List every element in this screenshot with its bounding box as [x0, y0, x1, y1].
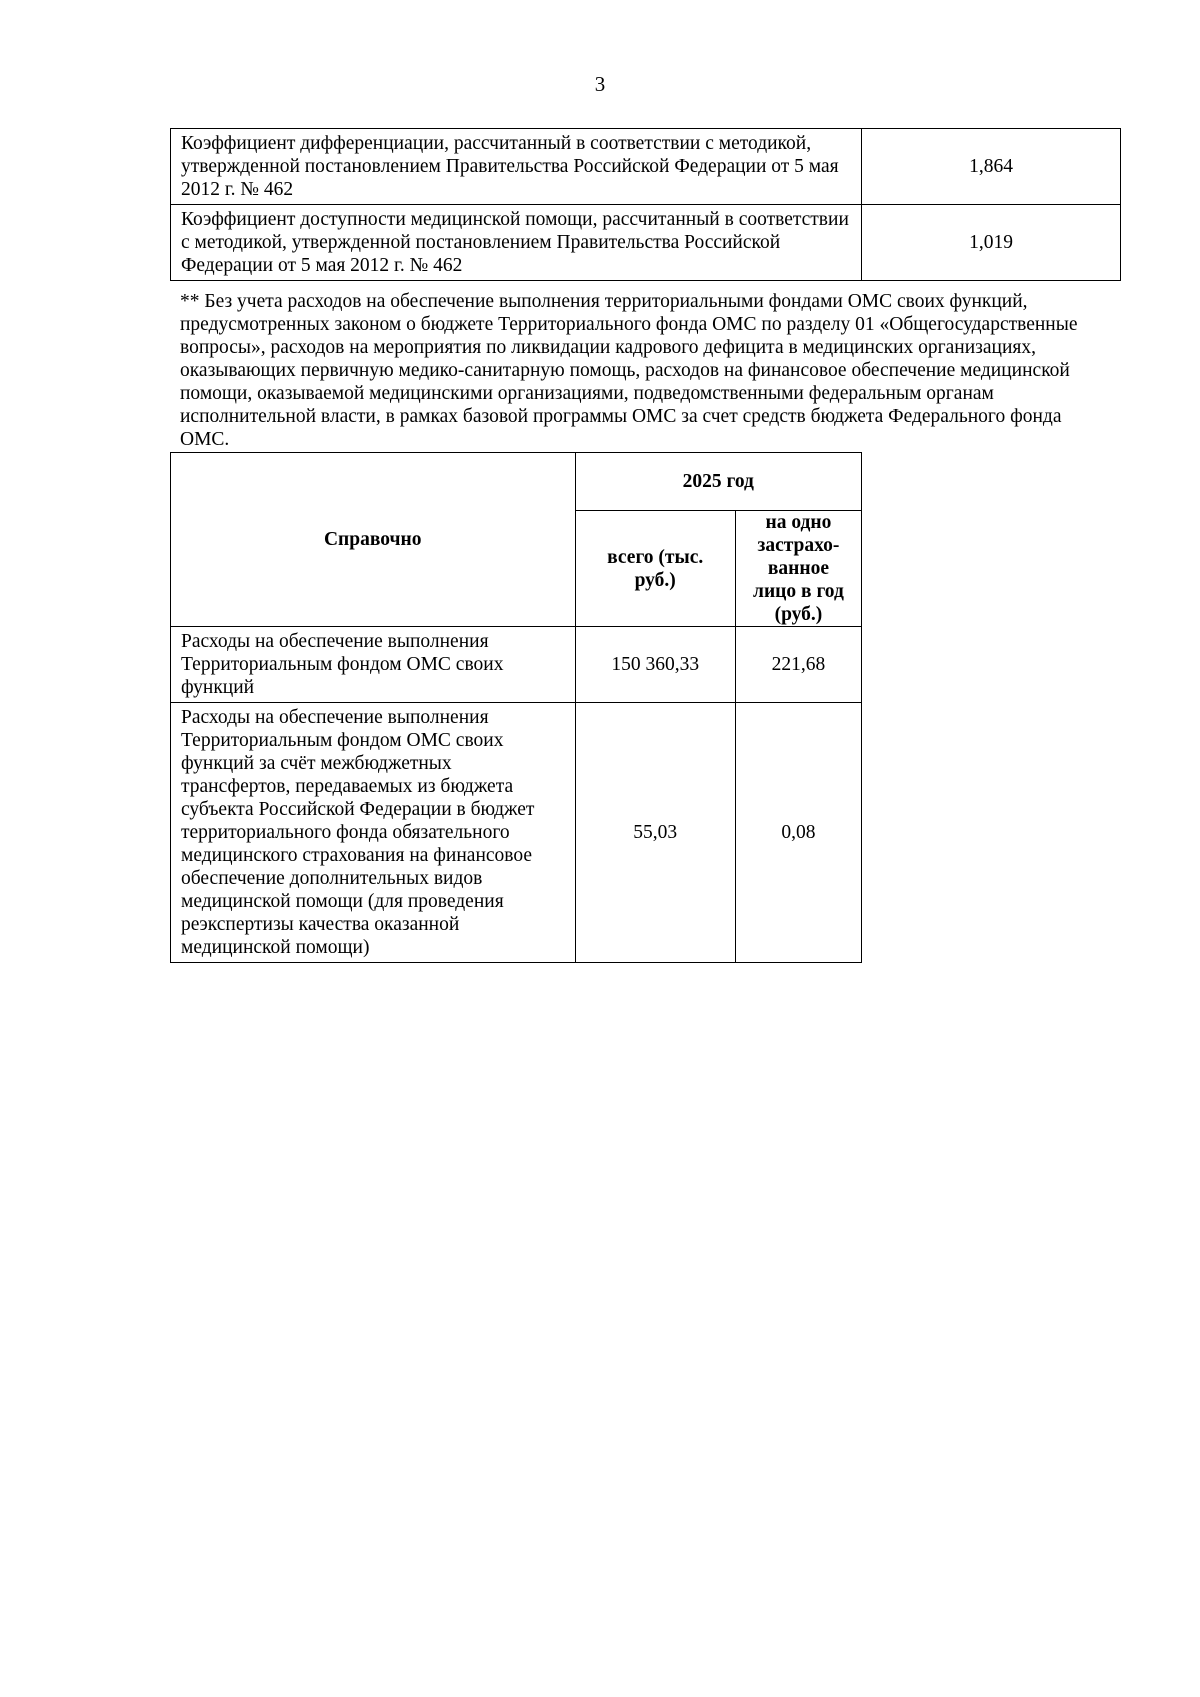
- table-row: [171, 205, 1121, 281]
- footnote: ** Без учета расходов на обеспечение выполнения территориальными фондами ОМС своих функций, предусмотренных законом о бюджете Территориального фонда ОМС по разделу 01 «Общегосударственные вопросы», расходов на мероприятия по ликвидации кадрового дефицита в медицинских организациях, оказывающих первичную медико-санитарную помощь, расходов на финансовое обеспечение медицинской помощи, оказываемой медицинскими организациями, подведомственными федеральным органам исполнительной власти, в рамках базовой программы ОМС за счет средств бюджета Федерального фонда ОМС.: [180, 291, 1078, 450]
- coefficient-value: 1,864: [862, 129, 1121, 205]
- table-row: [171, 703, 862, 963]
- expense-label: Расходы на обеспечение выполнения Территориальным фондом ОМС своих функций за счёт межбюджетных трансфертов, передаваемых из бюджета субъекта Российской Федерации в бюджет территориального фонда обязательного медицинского страхования на финансовое обеспечение дополнительных видов медицинской помощи (для проведения реэкспертизы качества оказанной медицинской помощи): [171, 703, 576, 963]
- table-row: [171, 129, 1121, 205]
- per-person-column-header: на одно застрахо-ванное лицо в год (руб.): [735, 511, 861, 627]
- expense-label: Расходы на обеспечение выполнения Территориальным фондом ОМС своих функций: [171, 627, 576, 703]
- table-row: [171, 627, 862, 703]
- total-column-header: всего (тыс. руб.): [575, 511, 735, 627]
- expense-total: 150 360,33: [575, 627, 735, 703]
- coefficient-value: 1,019: [862, 205, 1121, 281]
- reference-table: [170, 452, 862, 963]
- coefficient-label: Коэффициент дифференциации, рассчитанный в соответствии с методикой, утвержденной постановлением Правительства Российской Федерации от 5 мая 2012 г. № 462: [171, 129, 862, 205]
- expense-per-person: 221,68: [735, 627, 861, 703]
- coefficient-label: Коэффициент доступности медицинской помощи, рассчитанный в соответствии с методикой, утвержденной постановлением Правительства Российской Федерации от 5 мая 2012 г. № 462: [171, 205, 862, 281]
- page-number: 3: [594, 72, 606, 96]
- coefficients-table: [170, 128, 1121, 281]
- year-header: 2025 год: [575, 453, 862, 511]
- expense-total: 55,03: [575, 703, 735, 963]
- reference-header: Справочно: [171, 453, 576, 627]
- table-header-row: [171, 453, 862, 511]
- expense-per-person: 0,08: [735, 703, 861, 963]
